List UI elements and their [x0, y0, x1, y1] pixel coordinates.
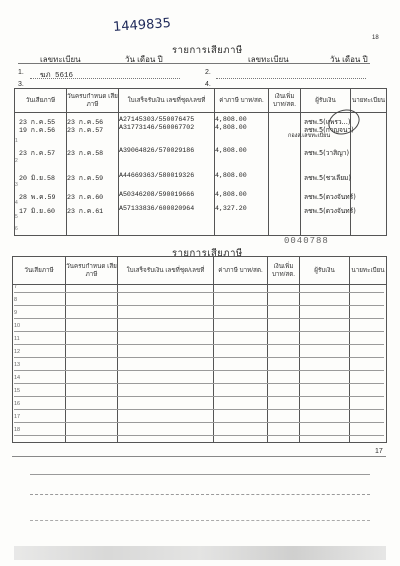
t1-header-due: วันครบกำหนด เสียภาษี [67, 89, 119, 113]
t2-header-tax: ค่าภาษี บาท/สต. [214, 257, 268, 285]
tax-table-2 [12, 256, 387, 443]
t1-row1-due: 23 ก.ค.56 [67, 119, 104, 126]
table2-row-number: 7 [14, 284, 18, 290]
t1-row6-receipt: A57133836/600020964 [119, 205, 195, 212]
table2-row-number: 12 [14, 349, 21, 355]
stamp-note: กองส.เลขทะเบียน [288, 133, 331, 139]
table2-row-line [14, 357, 384, 358]
t1-row3-receipt: A39064826/570029186 [119, 147, 195, 154]
table2-row-line [14, 383, 384, 384]
t1-row5-receiver: ลชพ.5(ดวงจันทร์) [304, 193, 356, 201]
t2-header-registrar: นายทะเบียน [350, 257, 387, 285]
t1-row4-tax: 4,808.00 [215, 172, 247, 179]
t1-row6-due: 23 ก.ค.61 [67, 208, 104, 215]
table2-row-line [14, 435, 384, 436]
t1-row6-tax: 4,327.20 [215, 205, 247, 212]
table2-row-number: 10 [14, 323, 21, 329]
stamp-number: 0040788 [284, 236, 329, 246]
t2-header-surcharge: เงินเพิ่ม บาท/สต. [268, 257, 300, 285]
scan-noise [30, 520, 370, 531]
bottom-scan-edge [14, 546, 386, 560]
footer-page-number: 17 [375, 448, 383, 455]
t1-header-surcharge: เงินเพิ่ม บาท/สต. [269, 89, 301, 113]
top-title: รายการเสียภาษี [172, 45, 243, 56]
t1-row5-receipt: A50346208/590019666 [119, 191, 195, 198]
t1-row1-receipt: A27145303/550076475 [119, 116, 195, 123]
col-header-reg-left: เลขทะเบียน [40, 55, 81, 64]
plate-number: ฆภ 5616 [40, 72, 74, 80]
t1-row1-date: 23 ก.ค.55 [19, 119, 56, 126]
table2-row-number: 16 [14, 401, 21, 407]
t1-header-registrar: นายทะเบียน [351, 89, 387, 113]
t1-row3-date: 23 ก.ค.57 [19, 150, 56, 157]
t1-row3-due: 23 ก.ค.58 [67, 150, 104, 157]
t2-header-date: วันเสียภาษี [13, 257, 66, 285]
t1-row5-date: 28 พ.ค.59 [19, 194, 56, 201]
table2-row-line [14, 344, 384, 345]
extra-number-6: 6 [15, 226, 18, 232]
t1-row3-receiver: ลชพ.5(วาสิญา) [304, 149, 350, 157]
t1-row4-receiver: ลชพ.5(ชวเลียม) [304, 174, 351, 182]
handwritten-number: 1449835 [112, 15, 172, 36]
row-number-1: 1. [18, 69, 24, 76]
row-number-3: 3. [18, 81, 24, 88]
t1-header-tax: ค่าภาษี บาท/สต. [215, 89, 269, 113]
extra-number-2: 2 [15, 158, 18, 164]
t1-header-receipt: ใบเสร็จรับเงิน เลขที่ชุด/เลขที่ [119, 89, 215, 113]
t2-header-receipt: ใบเสร็จรับเงิน เลขที่ชุด/เลขที่ [118, 257, 214, 285]
table2-title: รายการเสียภาษี [172, 248, 243, 259]
table2-row-line [14, 305, 384, 306]
extra-number-5: 5 [15, 214, 18, 220]
t1-row5-tax: 4,808.00 [215, 191, 247, 198]
page-number: 18 [372, 35, 379, 41]
table2-row-number: 14 [14, 375, 21, 381]
table2-row-line [14, 422, 384, 423]
table2-row-number: 13 [14, 362, 21, 368]
col-header-date-left: วัน เดือน ปี [125, 55, 163, 64]
t1-row2-due: 23 ก.ค.57 [67, 127, 104, 134]
t1-row4-receipt: A44669363/580019326 [119, 172, 195, 179]
t2-header-receiver: ผู้รับเงิน [300, 257, 350, 285]
t1-header-receiver: ผู้รับเงิน [301, 89, 351, 113]
table2-row-number: 9 [14, 310, 18, 316]
t1-row4-date: 20 มิ.ย.58 [19, 175, 55, 182]
t2-header-due: วันครบกำหนด เสียภาษี [66, 257, 118, 285]
extra-number-4: 4 [15, 200, 18, 206]
t1-row1-receiver: ลชพ.5(แพรว...) [304, 118, 351, 126]
t1-row2-date: 19 ก.ค.56 [19, 127, 56, 134]
row-number-2: 2. [205, 69, 211, 76]
t1-row4-due: 23 ก.ค.59 [67, 175, 104, 182]
t1-row6-receiver: ลชพ.5(ดวงจันทร์) [304, 207, 356, 215]
table2-row-line [14, 396, 384, 397]
t1-row6-date: 17 มิ.ย.60 [19, 208, 55, 215]
t1-row1-tax: 4,808.00 [215, 116, 247, 123]
t1-row2-receipt: A31773146/560067702 [119, 124, 195, 131]
table2-row-line [14, 331, 384, 332]
table2-row-line [14, 409, 384, 410]
table2-row-number: 8 [14, 297, 18, 303]
row-number-4: 4. [205, 81, 211, 88]
table2-row-line [14, 318, 384, 319]
table2-row-line [14, 292, 384, 293]
table2-row-number: 17 [14, 414, 21, 420]
extra-number-3: 3 [15, 182, 18, 188]
table2-row-number: 18 [14, 427, 21, 433]
t1-row3-tax: 4,808.00 [215, 147, 247, 154]
col-header-date-right: วัน เดือน ปี [330, 55, 368, 64]
table2-row-number: 15 [14, 388, 21, 394]
t1-row2-receiver: ลชพ.5(กาญจนา) [304, 126, 354, 134]
t1-row2-tax: 4,808.00 [215, 124, 247, 131]
table2-row-line [14, 370, 384, 371]
table2-row-number: 11 [14, 336, 20, 342]
extra-number-1: 1 [15, 138, 18, 144]
t1-header-date: วันเสียภาษี [15, 89, 67, 113]
t1-row5-due: 23 ก.ค.60 [67, 194, 104, 201]
col-header-reg-right: เลขทะเบียน [248, 55, 289, 64]
